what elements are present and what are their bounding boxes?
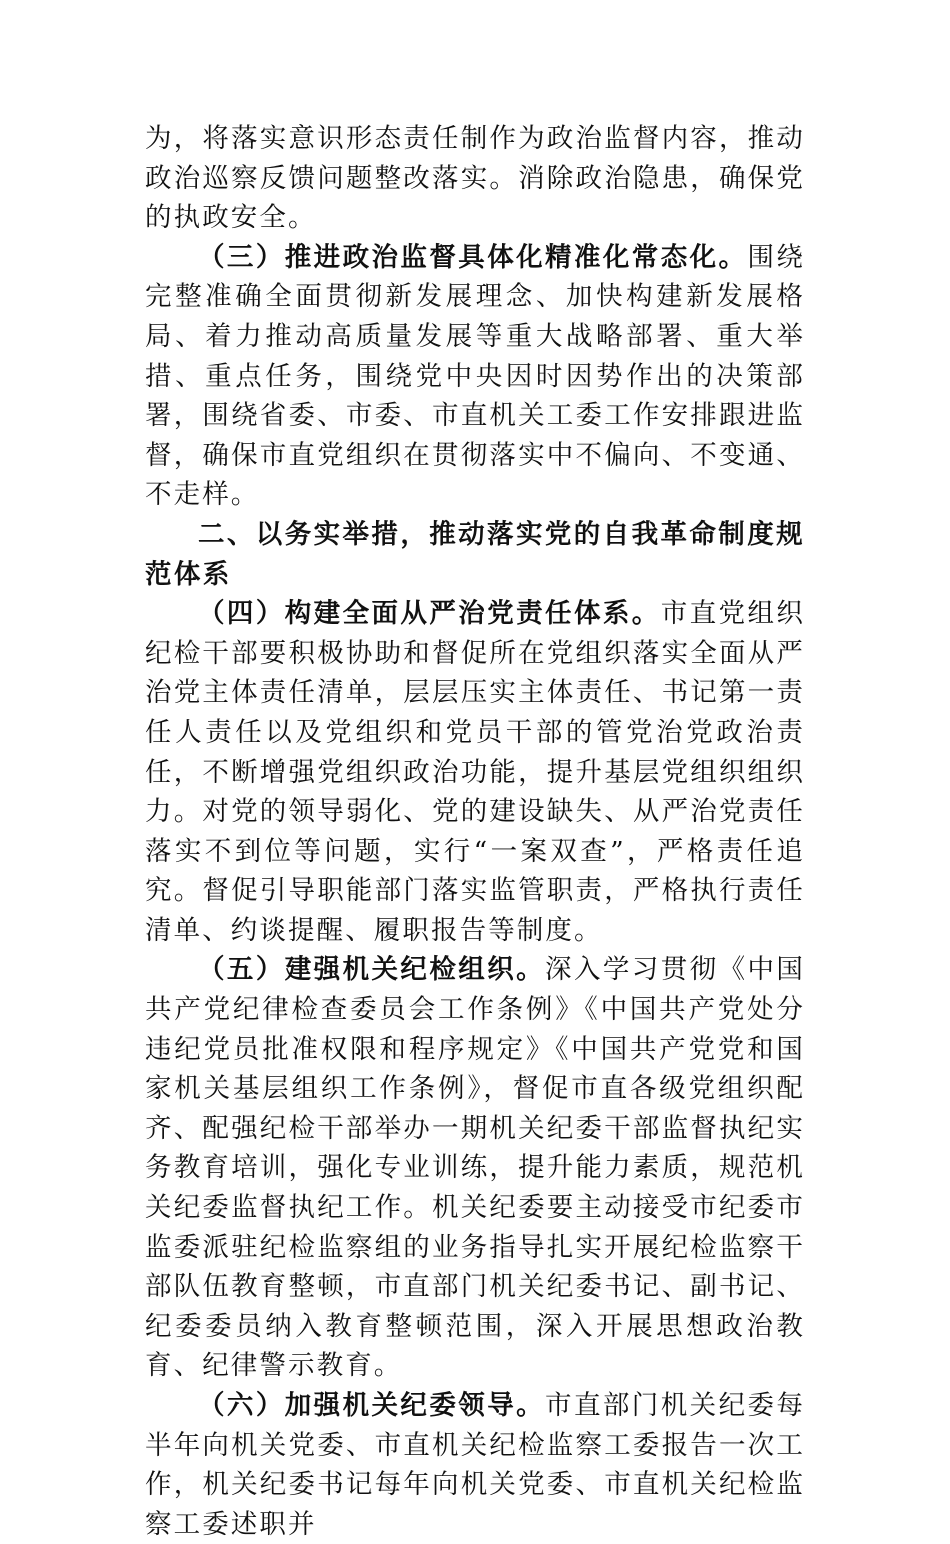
paragraph-text: 为，将落实意识形态责任制作为政治监督内容，推动政治巡察反馈问题整改落实。消除政治隐患，确保党的执政安全。 — [145, 123, 805, 234]
paragraph-lead: （六）加强机关纪委领导。 — [198, 1390, 546, 1421]
paragraph-text: 市直部门机关纪委每半年向机关党委、市直机关纪检监察工委报告一次工作，机关纪委书记每年向机关党委、市直机关纪检监察工委述职并 — [145, 1390, 806, 1540]
paragraph-section-6 — [145, 1386, 805, 1544]
paragraph-lead: （四）构建全面从严治党责任体系。 — [198, 598, 661, 630]
paragraph-section-5 — [145, 950, 805, 1386]
paragraph-text: 围绕完整准确全面贯彻新发展理念、加快构建新发展格局、着力推动高质量发展等重大战略部署、重大举措、重点任务，围绕党中央因时因势作出的决策部署，围绕省委、市委、市直机关工委工作安排跟进监督，确保市直党组织在贯彻落实中不偏向、不变通、不走样。 — [145, 241, 806, 511]
paragraph-section-3 — [145, 238, 805, 515]
paragraph-lead: （三）推进政治监督具体化精准化常态化。 — [198, 241, 748, 273]
paragraph-section-4 — [145, 594, 805, 950]
paragraph-text: 深入学习贯彻《中国共产党纪律检查委员会工作条例》《中国共产党处分违纪党员批准权限和程序规定》《中国共产党党和国家机关基层组织工作条例》，督促市直各级党组织配齐、配强纪检干部举办一期机关纪委干部监督执纪实务教育培训，强化专业训练，提升能力素质，规范机关纪委监督执纪工作。机关纪委要主动接受市纪委市监委派驻纪检监察组的业务指导扎实开展纪检监察干部队伍教育整顿，市直部门机关纪委书记、副书记、纪委委员纳入教育整顿范围，深入开展思想政治教育、纪律警示教育。 — [145, 954, 806, 1382]
paragraph-continuation — [145, 119, 805, 238]
paragraph-lead: （五）建强机关纪检组织。 — [198, 954, 546, 986]
document-body — [145, 119, 805, 1544]
paragraph-text: 市直党组织纪检干部要积极协助和督促所在党组织落实全面从严治党主体责任清单，层层压实主体责任、书记第一责任人责任以及党组织和党员干部的管党治党政治责任，不断增强党组织政治功能，提升基层党组织组织力。对党的领导弱化、党的建设缺失、从严治党责任落实不到位等问题，实行“一案双查”，严格责任追究。督促引导职能部门落实监管职责，严格执行责任清单、约谈提醒、履职报告等制度。 — [145, 598, 805, 946]
section-heading-2: 二、以务实举措，推动落实党的自我革命制度规范体系 — [145, 518, 805, 590]
